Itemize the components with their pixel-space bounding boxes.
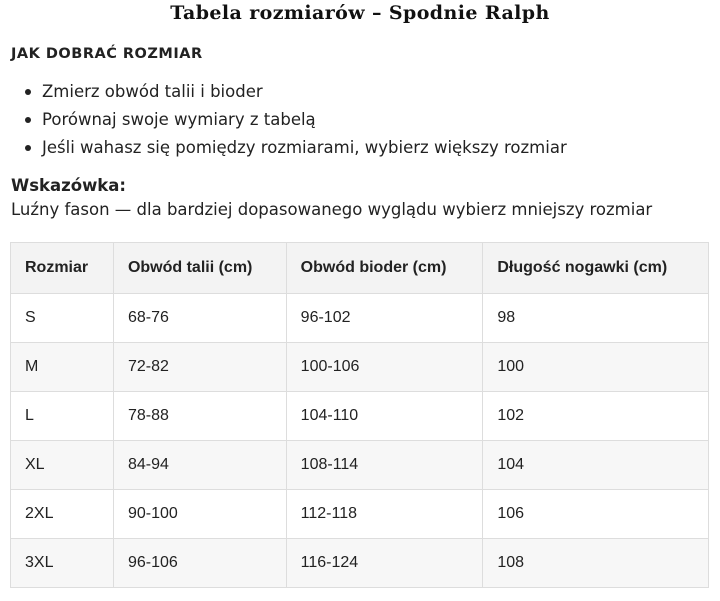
page-title: Tabela rozmiarów – Spodnie Ralph: [170, 2, 550, 24]
size-cell: 3XL: [11, 539, 114, 588]
table-row: [11, 392, 709, 441]
waist-cell: 96-106: [113, 539, 286, 588]
size-table: [10, 242, 709, 588]
column-header-waist: Obwód talii (cm): [113, 243, 286, 294]
waist-cell: 78-88: [113, 392, 286, 441]
table-row: [11, 294, 709, 343]
table-row: [11, 441, 709, 490]
table-row: [11, 490, 709, 539]
bullet-icon: [25, 89, 31, 95]
bullet-icon: [25, 117, 31, 123]
leg-length-cell: 102: [483, 392, 709, 441]
list-item: [0, 134, 567, 162]
bullet-icon: [25, 145, 31, 151]
list-item: [0, 78, 567, 106]
leg-length-cell: 106: [483, 490, 709, 539]
size-cell: XL: [11, 441, 114, 490]
waist-cell: 90-100: [113, 490, 286, 539]
hips-cell: 108-114: [286, 441, 483, 490]
how-to-list: [0, 78, 567, 162]
table-row: [11, 539, 709, 588]
hint-text: Luźny fason — dla bardziej dopasowanego wyglądu wybierz mniejszy rozmiar: [11, 200, 653, 219]
list-item-text: Jeśli wahasz się pomiędzy rozmiarami, wybierz większy rozmiar: [42, 138, 567, 157]
waist-cell: 68-76: [113, 294, 286, 343]
hips-cell: 112-118: [286, 490, 483, 539]
hips-cell: 100-106: [286, 343, 483, 392]
leg-length-cell: 104: [483, 441, 709, 490]
size-cell: 2XL: [11, 490, 114, 539]
waist-cell: 84-94: [113, 441, 286, 490]
size-cell: L: [11, 392, 114, 441]
leg-length-cell: 98: [483, 294, 709, 343]
size-cell: M: [11, 343, 114, 392]
list-item: [0, 106, 567, 134]
hint-label: Wskazówka:: [11, 176, 127, 195]
size-cell: S: [11, 294, 114, 343]
column-header-leg-length: Długość nogawki (cm): [483, 243, 709, 294]
waist-cell: 72-82: [113, 343, 286, 392]
column-header-size: Rozmiar: [11, 243, 114, 294]
how-to-heading: JAK DOBRAĆ ROZMIAR: [11, 46, 203, 62]
hips-cell: 104-110: [286, 392, 483, 441]
hips-cell: 96-102: [286, 294, 483, 343]
leg-length-cell: 108: [483, 539, 709, 588]
table-row: [11, 343, 709, 392]
list-item-text: Zmierz obwód talii i bioder: [42, 82, 263, 101]
list-item-text: Porównaj swoje wymiary z tabelą: [42, 110, 316, 129]
hips-cell: 116-124: [286, 539, 483, 588]
table-header-row: [11, 243, 709, 294]
leg-length-cell: 100: [483, 343, 709, 392]
column-header-hips: Obwód bioder (cm): [286, 243, 483, 294]
